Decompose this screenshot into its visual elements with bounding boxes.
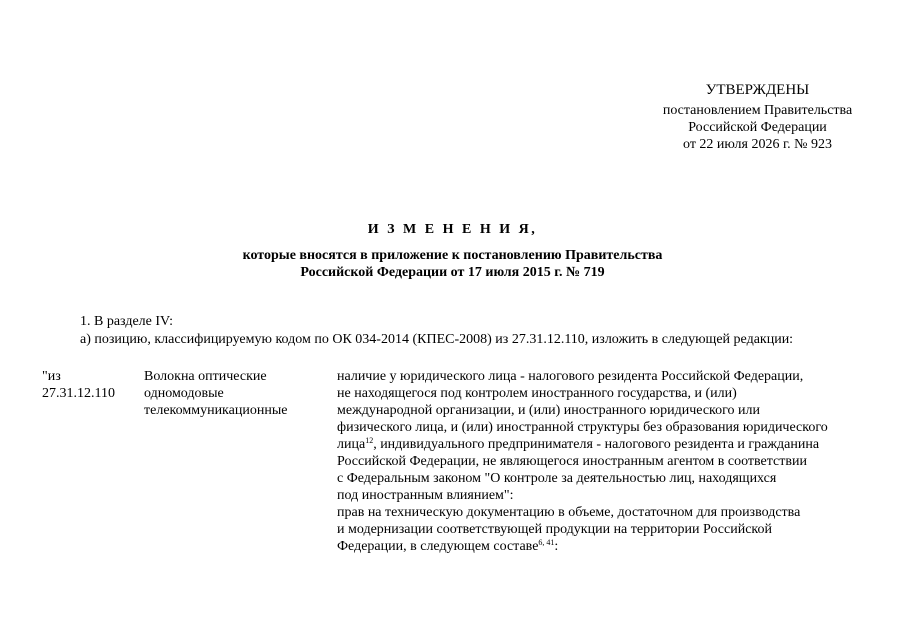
footnote-ref: 12 [365,436,374,445]
code-cell [42,368,132,402]
approval-line: от 22 июля 2026 г. № 923 [683,137,832,152]
product-cell [144,368,324,419]
requirement-line: с Федеральным законом "О контроле за деятельностью лиц, находящихся [337,471,777,486]
product-line: Волокна оптические [144,369,267,384]
product-line: одномодовые [144,386,224,401]
code-line: "из [42,369,61,384]
requirement-line: физического лица, и (или) иностранной структуры без образования юридического [337,420,828,435]
document-heading [0,221,905,281]
requirement-text: Федерации, в следующем составе [337,539,539,554]
approval-line: Российской Федерации [688,120,827,135]
approval-title: УТВЕРЖДЕНЫ [705,82,810,98]
footnote-ref: 6, 41 [538,538,555,547]
requirement-line: не находящегося под контролем иностранного государства, и (или) [337,386,737,401]
requirement-cell [337,368,882,555]
approval-stamp [640,81,875,153]
requirement-text: , индивидуального предпринимателя - налогового резидента и гражданина [373,437,820,452]
paragraph-instruction: а) позицию, классифицируемую кодом по ОК 034-2014 (КПЕС-2008) из 27.31.12.110, изложить в следующей редакции: [80,332,794,347]
requirement-line [337,538,882,555]
approval-line: постановлением Правительства [662,103,853,118]
requirement-line: Российской Федерации, не являющегося иностранным агентом в соответствии [337,454,807,469]
requirement-line: под иностранным влиянием": [337,488,514,503]
requirement-line: международной организации, и (или) иностранного юридического или [337,403,760,418]
requirement-line [337,436,882,453]
document-subtitle-line: которые вносятся в приложение к постановлению Правительства [242,248,663,263]
product-line: телекоммуникационные [144,403,288,418]
document-title: И З М Е Н Е Н И Я, [367,222,538,237]
paragraph-section-ref: 1. В разделе IV: [80,314,173,329]
document-subtitle-line: Российской Федерации от 17 июля 2015 г. № 719 [300,265,605,280]
requirement-line: наличие у юридического лица - налогового резидента Российской Федерации, [337,369,804,384]
requirement-line: и модернизации соответствующей продукции на территории Российской [337,522,773,537]
requirement-line: прав на техническую документацию в объеме, достаточном для производства [337,505,801,520]
requirement-text: лица [337,437,366,452]
code-line: 27.31.12.110 [42,386,115,401]
requirement-text: : [554,539,559,554]
